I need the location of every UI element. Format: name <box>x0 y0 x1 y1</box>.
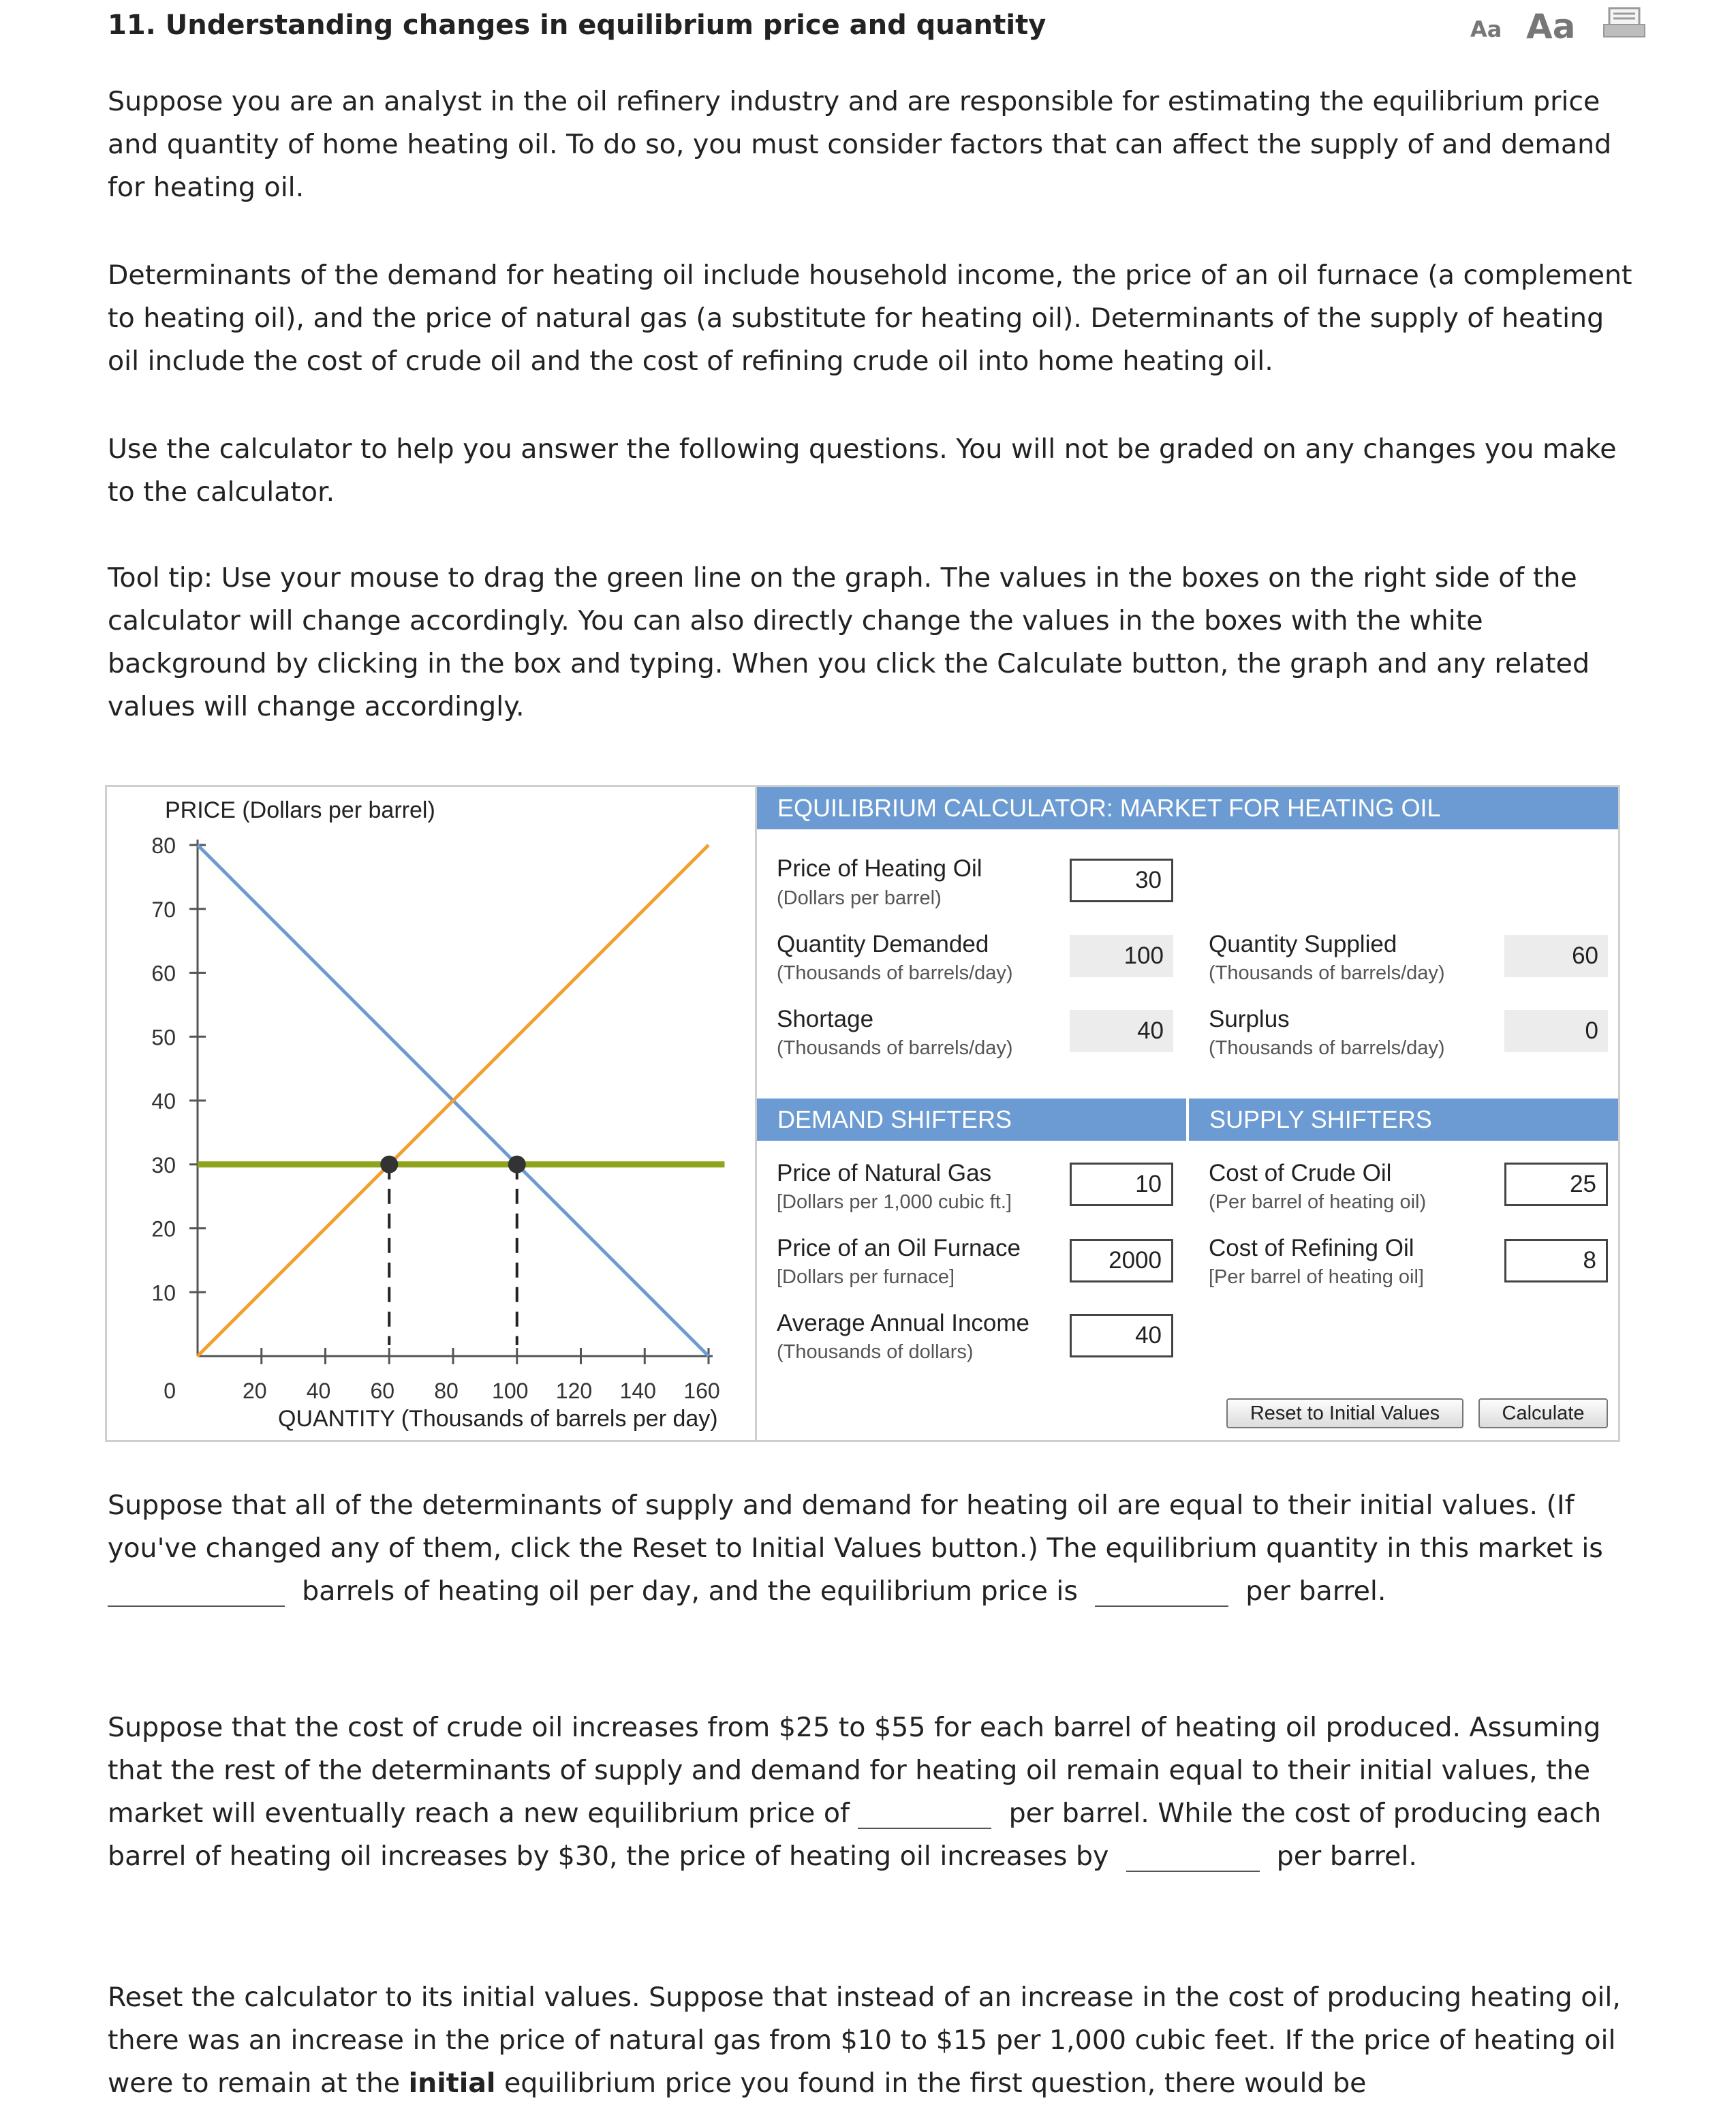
intro-paragraph-3: Use the calculator to help you answer the following questions. You will not be graded on any changes you make to the calculator. <box>108 433 1617 508</box>
quantity-supplied-unit: (Thousands of barrels/day) <box>1209 962 1445 984</box>
intro-paragraph-2: Determinants of the demand for heating oil include household income, the price of an oil furnace (a complement to heating oil), and the price of natural gas (a substitute for heating oil). Determinants of the supply of heating oil include the cost of crude oil and the cost of refining crude oil into home heating oil. <box>108 260 1632 377</box>
y-tick-label: 70 <box>151 897 176 922</box>
tool-tip-paragraph: Tool tip: Use your mouse to drag the green line on the graph. The values in the boxes on the right side of the calculator will change accordingly. You can also directly change the values in the boxes with the white background by clicking in the box and typing. When you click the Calculate button, the graph and any related values will change accordingly. <box>108 562 1590 722</box>
quantity-demanded-label: Quantity Demanded <box>777 931 989 957</box>
price-increase-blank[interactable] <box>1126 1841 1260 1872</box>
supply-shifters-header: SUPPLY SHIFTERS <box>1189 1098 1618 1141</box>
equilibrium-price-blank[interactable] <box>1095 1576 1228 1607</box>
oil-furnace-unit: [Dollars per furnace] <box>777 1266 955 1288</box>
refining-cost-label: Cost of Refining Oil <box>1209 1235 1414 1261</box>
income-input[interactable]: 40 <box>1070 1314 1173 1357</box>
oil-furnace-input[interactable]: 2000 <box>1070 1239 1173 1282</box>
x-tick-label: 100 <box>492 1379 529 1403</box>
x-tick-label: 160 <box>683 1379 720 1403</box>
refining-cost-input[interactable]: 8 <box>1504 1239 1608 1282</box>
shortage-value: 40 <box>1070 1010 1173 1052</box>
crude-oil-label: Cost of Crude Oil <box>1209 1160 1392 1186</box>
question-2-text-c: per barrel. <box>1276 1841 1417 1872</box>
x-tick-label: 120 <box>555 1379 593 1403</box>
crude-oil-unit: (Per barrel of heating oil) <box>1209 1191 1427 1213</box>
surplus-unit: (Thousands of barrels/day) <box>1209 1037 1445 1059</box>
crude-oil-input[interactable]: 25 <box>1504 1163 1608 1206</box>
shortage-label: Shortage <box>777 1006 874 1032</box>
quantity-supplied-label: Quantity Supplied <box>1209 931 1397 957</box>
y-tick-label: 0 <box>164 1379 176 1403</box>
x-tick-label: 80 <box>434 1379 459 1403</box>
y-tick-label: 20 <box>151 1216 176 1242</box>
question-1-text-c: per barrel. <box>1245 1576 1386 1607</box>
y-axis-title: PRICE (Dollars per barrel) <box>165 797 435 823</box>
natural-gas-unit: [Dollars per 1,000 cubic ft.] <box>777 1191 1012 1213</box>
x-tick-label: 140 <box>619 1379 656 1403</box>
natural-gas-label: Price of Natural Gas <box>777 1160 992 1186</box>
intro-paragraph-1: Suppose you are an analyst in the oil refinery industry and are responsible for estimating the equilibrium price and quantity of home heating oil. To do so, you must consider factors that can affect the supply of and demand for heating oil. <box>108 86 1612 203</box>
oil-furnace-label: Price of an Oil Furnace <box>777 1235 1021 1261</box>
quantity-demanded-unit: (Thousands of barrels/day) <box>777 962 1013 984</box>
quantity-supplied-marker <box>380 1156 398 1173</box>
question-1-text-a: Suppose that all of the determinants of supply and demand for heating oil are equal to their initial values. (If you've changed any of them, click the Reset to Initial Values button.) The equilibrium quantity in this market is <box>108 1490 1603 1564</box>
question-2 <box>108 1706 1641 1878</box>
refining-cost-unit: [Per barrel of heating oil] <box>1209 1266 1424 1288</box>
quantity-supplied-value: 60 <box>1504 935 1608 977</box>
y-tick-label: 60 <box>151 961 176 986</box>
question-2-text-b: per barrel. While the cost of producing each barrel of heating oil increases by $30, the price of heating oil increases by <box>108 1798 1602 1872</box>
reset-button[interactable]: Reset to Initial Values <box>1226 1398 1463 1428</box>
font-size-small-button[interactable]: Aa <box>1470 16 1502 42</box>
price-input[interactable]: 30 <box>1070 859 1173 902</box>
demand-shifters-header: DEMAND SHIFTERS <box>757 1098 1186 1141</box>
question-3-text-b: equilibrium price you found in the first question, there would be <box>504 2068 1367 2099</box>
question-3-bold-word: initial <box>408 2068 496 2099</box>
surplus-label: Surplus <box>1209 1006 1290 1032</box>
surplus-value: 0 <box>1504 1010 1608 1052</box>
price-unit: (Dollars per barrel) <box>777 887 942 909</box>
price-label: Price of Heating Oil <box>777 855 982 882</box>
question-3 <box>108 1976 1641 2105</box>
x-tick-label: 60 <box>370 1379 395 1403</box>
equilibrium-quantity-blank[interactable] <box>108 1576 285 1607</box>
question-title: 11. Understanding changes in equilibrium price and quantity <box>108 10 1047 41</box>
y-tick-label: 10 <box>151 1280 176 1306</box>
natural-gas-input[interactable]: 10 <box>1070 1163 1173 1206</box>
question-3-text-a: Reset the calculator to its initial values. Suppose that instead of an increase in the cost of producing heating oil, there was an increase in the price of natural gas from $10 to $15 per 1,000 cubic feet. If the price of heating oil were to remain at the <box>108 1982 1621 2099</box>
y-tick-label: 40 <box>151 1089 176 1113</box>
print-icon[interactable] <box>1602 7 1646 40</box>
quantity-demanded-marker <box>508 1156 526 1173</box>
font-size-large-button[interactable]: Aa <box>1526 7 1576 46</box>
question-1-text-b: barrels of heating oil per day, and the equilibrium price is <box>302 1576 1078 1607</box>
income-label: Average Annual Income <box>777 1310 1030 1336</box>
equilibrium-graph <box>0 0 756 1438</box>
shortage-unit: (Thousands of barrels/day) <box>777 1037 1013 1059</box>
calculate-button[interactable]: Calculate <box>1478 1398 1608 1428</box>
quantity-demanded-value: 100 <box>1070 935 1173 977</box>
y-tick-label: 50 <box>151 1025 176 1050</box>
x-tick-label: 20 <box>242 1379 267 1403</box>
question-2-text-a: Suppose that the cost of crude oil increases from $25 to $55 for each barrel of heating oil produced. Assuming that the rest of the determinants of supply and demand for heating oil remain equal to their initial values, the market will eventually reach a new equilibrium price of <box>108 1712 1601 1829</box>
income-unit: (Thousands of dollars) <box>777 1341 974 1363</box>
new-equilibrium-price-blank[interactable] <box>858 1798 991 1829</box>
question-1 <box>108 1484 1641 1613</box>
calculator-title: EQUILIBRIUM CALCULATOR: MARKET FOR HEATING OIL <box>757 787 1618 829</box>
x-axis-title: QUANTITY (Thousands of barrels per day) <box>278 1406 718 1432</box>
x-tick-label: 40 <box>306 1379 331 1403</box>
y-tick-label: 80 <box>151 833 176 858</box>
y-tick-label: 30 <box>151 1152 176 1178</box>
